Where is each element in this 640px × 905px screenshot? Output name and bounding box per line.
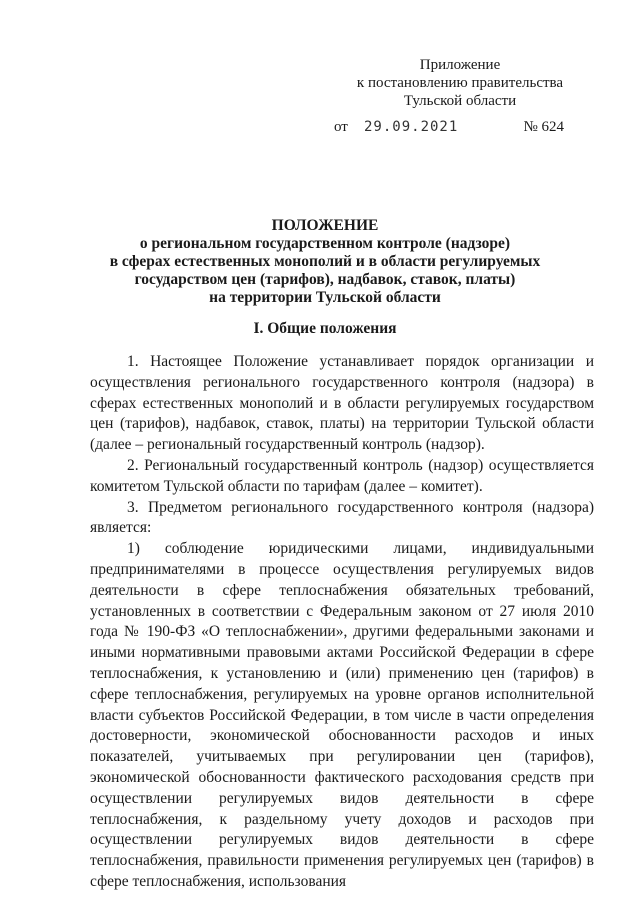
- annex-line-3: Тульской области: [403, 93, 517, 109]
- document-title: [60, 217, 590, 307]
- resolution-dateline: [334, 118, 564, 136]
- section-heading: I. Общие положения: [253, 320, 397, 337]
- title-line-1: ПОЛОЖЕНИЕ: [271, 217, 379, 234]
- date-prefix: от: [334, 119, 348, 135]
- paragraph-3: 3. Предметом регионального государственного контроля (надзора) является:: [90, 498, 594, 537]
- paragraph-1: 1. Настоящее Положение устанавливает порядок организации и осуществления регионального государственного контроля (надзора) в сферах естественных монополий и в области регулируемых государством цен (тарифов), надбавок, ставок, платы) на территории Тульской области (далее – региональный государственный контроль (надзор).: [90, 353, 594, 454]
- paragraph-2: 2. Региональный государственный контроль (надзор) осуществляется комитетом Тульской области по тарифам (далее – комитет).: [90, 456, 594, 495]
- document-body: [90, 352, 594, 893]
- resolution-number: № 624: [523, 119, 564, 135]
- title-line-3: в сферах естественных монополий и в области регулируемых: [109, 253, 541, 270]
- title-line-2: о региональном государственном контроле (надзоре): [139, 235, 511, 252]
- annex-line-2: к постановлению правительства: [356, 75, 564, 91]
- subparagraph-1: 1) соблюдение юридическими лицами, индивидуальными предпринимателями в процессе осуществления регулируемых видов деятельности в сфере теплоснабжения обязательных требований, установленных в соответствии с Федеральным законом от 27 июля 2010 года № 190-ФЗ «О теплоснабжении», другими федеральными законами и иными нормативными правовыми актами Российской Федерации в сфере теплоснабжения, к установлению и (или) применению цен (тарифов) в сфере теплоснабжения, регулируемых на уровне органов исполнительной власти субъектов Российской Федерации, в том числе в части определения достоверности, экономической обоснованности расходов и иных показателей, учитываемых при регулировании цен (тарифов), экономической обоснованности фактического расходования средств при осуществлении регулируемых видов деятельности в сфере теплоснабжения, к раздельному учету доходов и расходов при осуществлении регулируемых видов деятельности в сфере теплоснабжения, правильности применения регулируемых цен (тарифов) в сфере теплоснабжения, использования: [90, 540, 594, 890]
- annex-line-1: Приложение: [419, 57, 501, 73]
- title-line-4: государством цен (тарифов), надбавок, ставок, платы): [134, 271, 516, 288]
- annex-header: [330, 56, 590, 110]
- title-line-5: на территории Тульской области: [209, 289, 441, 306]
- resolution-date: 29.09.2021: [364, 119, 459, 135]
